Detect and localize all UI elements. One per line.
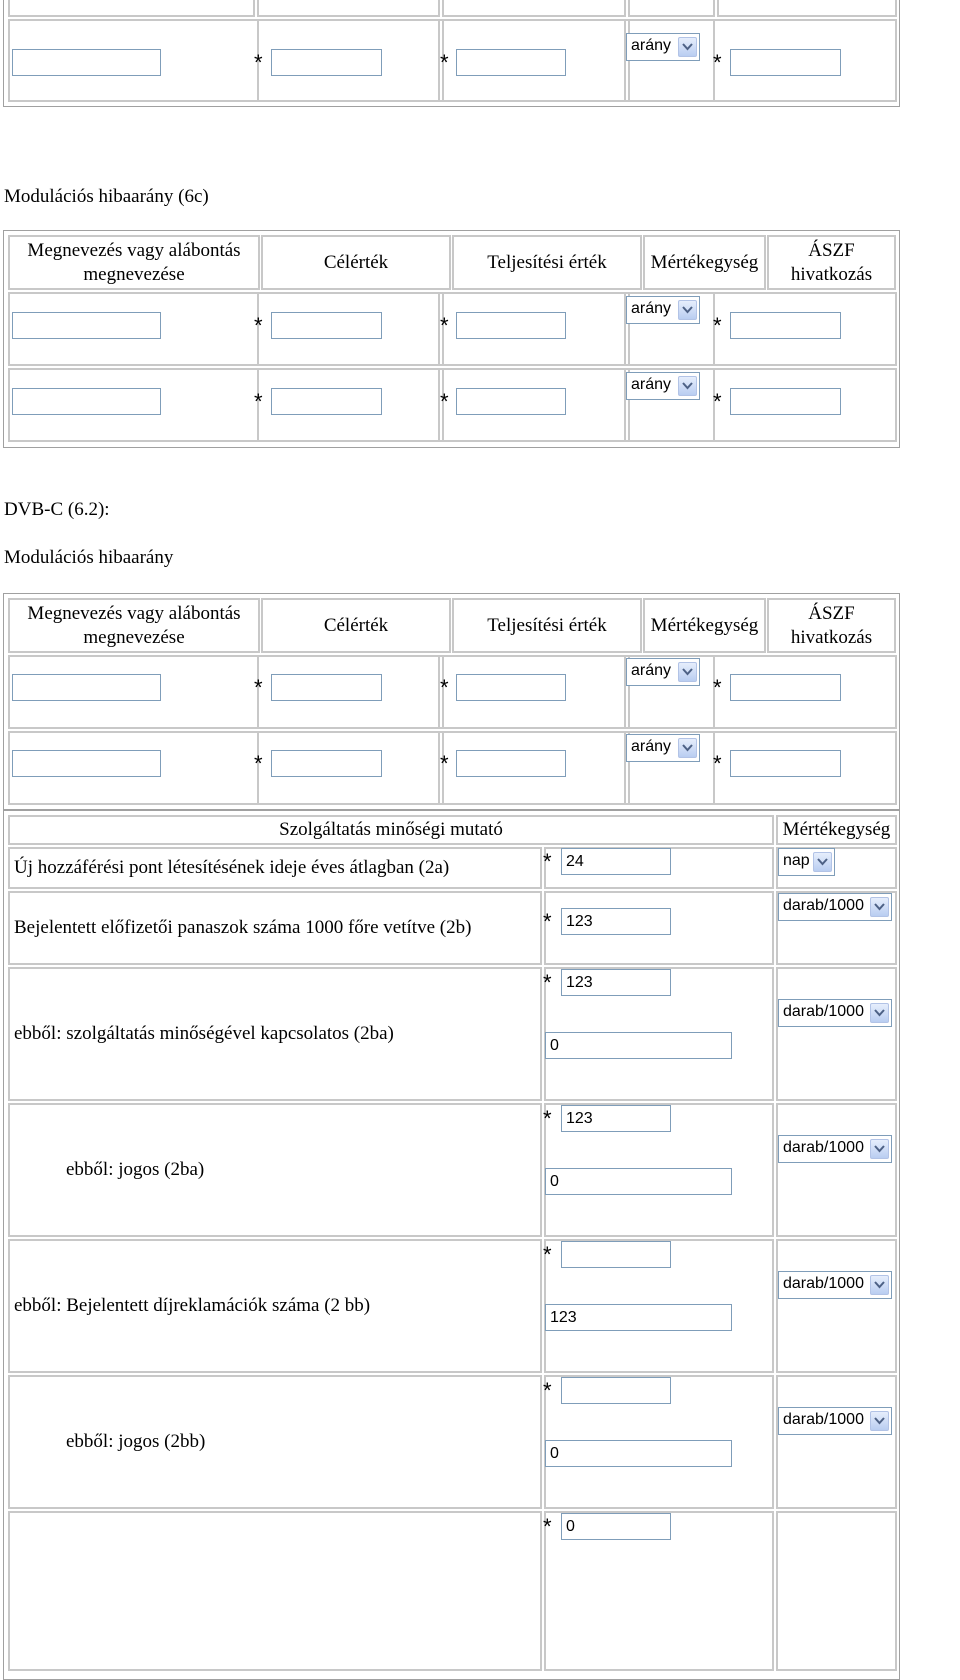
required-marker: *	[543, 909, 552, 934]
chevron-down-icon[interactable]	[870, 1003, 889, 1023]
performance-input[interactable]	[456, 750, 566, 777]
target-input[interactable]	[271, 388, 382, 415]
unit-select-value: darab/1000	[783, 1411, 864, 1428]
unit-select-jogos-2ba[interactable]	[778, 1135, 892, 1163]
table-cell	[8, 0, 255, 17]
chevron-down-icon[interactable]	[678, 300, 697, 320]
required-marker: *	[713, 675, 722, 700]
required-marker: *	[543, 849, 552, 874]
unit-cell	[776, 1511, 897, 1671]
indicator-label: ebből: Bejelentett díjreklamációk száma (2 bb)	[14, 1295, 371, 1316]
name-input[interactable]	[12, 750, 161, 777]
chevron-down-icon[interactable]	[870, 897, 889, 917]
chevron-down-icon[interactable]	[870, 1139, 889, 1159]
required-marker: *	[440, 313, 449, 338]
value-input-2ba[interactable]	[561, 969, 671, 996]
unit-select[interactable]	[626, 33, 700, 61]
table-dvbc	[3, 593, 900, 810]
table-cell	[717, 0, 897, 17]
unit-select-value: nap	[783, 852, 810, 869]
column-header-name: Megnevezés vagy alábontás megnevezése	[8, 598, 260, 653]
aszf-input[interactable]	[730, 49, 841, 76]
table-cell	[442, 0, 626, 17]
indicator-label-2bb	[8, 1239, 542, 1373]
required-marker: *	[543, 1378, 552, 1403]
column-header-aszf: ÁSZF hivatkozás	[767, 235, 896, 290]
column-header-unit: Mértékegység	[643, 598, 766, 653]
name-input[interactable]	[12, 312, 161, 339]
required-marker: *	[440, 751, 449, 776]
quality-table	[3, 810, 900, 1680]
required-marker: *	[254, 50, 263, 75]
column-header-indicator: Szolgáltatás minőségi mutató	[8, 815, 774, 845]
indicator-label-jogos-2bb	[8, 1375, 542, 1509]
required-marker: *	[543, 1106, 552, 1131]
unit-select[interactable]	[626, 734, 700, 762]
name-input[interactable]	[12, 388, 161, 415]
indicator-label-jogos-2ba	[8, 1103, 542, 1237]
chevron-down-icon[interactable]	[678, 662, 697, 682]
value-input-jogos-2bb[interactable]	[561, 1377, 671, 1404]
required-marker: *	[440, 675, 449, 700]
unit-select-value: arány	[631, 37, 672, 54]
chevron-down-icon[interactable]	[813, 852, 832, 872]
unit-select-jogos-2bb[interactable]	[778, 1407, 892, 1435]
section-title-dvbc: DVB-C (6.2):	[4, 499, 110, 520]
required-marker: *	[713, 751, 722, 776]
unit-select-value: arány	[631, 738, 672, 755]
unit-select-value: arány	[631, 662, 672, 679]
unit-select-2a[interactable]	[778, 848, 835, 876]
unit-select-value: darab/1000	[783, 1275, 864, 1292]
table-6c	[3, 230, 900, 448]
chevron-down-icon[interactable]	[870, 1275, 889, 1295]
required-marker: *	[543, 1514, 552, 1539]
target-input[interactable]	[271, 312, 382, 339]
indicator-label-2b	[8, 891, 542, 965]
table-cell	[628, 0, 715, 17]
section-subtitle-dvbc: Modulációs hibaarány	[4, 547, 174, 568]
required-marker: *	[440, 389, 449, 414]
indicator-label: ebből: jogos (2ba)	[66, 1159, 205, 1180]
indicator-label-2a	[8, 847, 542, 889]
secondary-input-jogos-2bb[interactable]	[545, 1440, 732, 1467]
aszf-input[interactable]	[730, 312, 841, 339]
target-input[interactable]	[271, 49, 382, 76]
column-header-unit: Mértékegység	[776, 815, 897, 845]
indicator-label: ebből: jogos (2bb)	[66, 1431, 206, 1452]
column-header-performance: Teljesítési érték	[452, 598, 642, 653]
indicator-label-2ba	[8, 967, 542, 1101]
unit-cell	[776, 1103, 897, 1237]
performance-input[interactable]	[456, 49, 566, 76]
unit-select-value: darab/1000	[783, 897, 864, 914]
value-input-2a[interactable]	[561, 848, 671, 875]
chevron-down-icon[interactable]	[870, 1411, 889, 1431]
indicator-label: Bejelentett előfizetői panaszok száma 1000 főre vetítve (2b)	[14, 917, 472, 938]
column-header-name: Megnevezés vagy alábontás megnevezése	[8, 235, 260, 290]
required-marker: *	[713, 389, 722, 414]
value-input-2bb[interactable]	[561, 1241, 671, 1268]
indicator-label: ebből: szolgáltatás minőségével kapcsolatos (2ba)	[14, 1023, 394, 1044]
unit-select-value: arány	[631, 376, 672, 393]
performance-input[interactable]	[456, 674, 566, 701]
column-header-target: Célérték	[261, 598, 451, 653]
secondary-input-jogos-2ba[interactable]	[545, 1168, 732, 1195]
target-input[interactable]	[271, 750, 382, 777]
unit-select-value: darab/1000	[783, 1139, 864, 1156]
unit-select-2bb[interactable]	[778, 1271, 892, 1299]
column-header-performance: Teljesítési érték	[452, 235, 642, 290]
required-marker: *	[543, 970, 552, 995]
performance-input[interactable]	[456, 388, 566, 415]
unit-select[interactable]	[626, 372, 700, 400]
unit-cell	[776, 967, 897, 1101]
unit-select-2ba[interactable]	[778, 999, 892, 1027]
required-marker: *	[254, 751, 263, 776]
secondary-input-2ba[interactable]	[545, 1032, 732, 1059]
value-input-2b[interactable]	[561, 908, 671, 935]
required-marker: *	[254, 675, 263, 700]
required-marker: *	[713, 50, 722, 75]
aszf-input[interactable]	[730, 388, 841, 415]
required-marker: *	[713, 313, 722, 338]
unit-select-2b[interactable]	[778, 893, 892, 921]
table-cell	[257, 0, 440, 17]
unit-select-value: arány	[631, 300, 672, 317]
column-header-aszf: ÁSZF hivatkozás	[767, 598, 896, 653]
unit-cell	[776, 1239, 897, 1373]
secondary-input-2bb[interactable]	[545, 1304, 732, 1331]
aszf-input[interactable]	[730, 750, 841, 777]
target-input[interactable]	[271, 674, 382, 701]
chevron-down-icon[interactable]	[678, 376, 697, 396]
indicator-label-cell	[8, 1511, 542, 1671]
required-marker: *	[543, 1242, 552, 1267]
unit-select[interactable]	[626, 296, 700, 324]
aszf-input[interactable]	[730, 674, 841, 701]
unit-select[interactable]	[626, 658, 700, 686]
chevron-down-icon[interactable]	[678, 37, 697, 57]
unit-select-value: darab/1000	[783, 1003, 864, 1020]
indicator-label: Új hozzáférési pont létesítésének ideje éves átlagban (2a)	[14, 857, 450, 878]
section-title-6c: Modulációs hibaarány (6c)	[4, 186, 209, 207]
chevron-down-icon[interactable]	[678, 738, 697, 758]
required-marker: *	[254, 389, 263, 414]
value-input-jogos-2ba[interactable]	[561, 1105, 671, 1132]
unit-cell	[776, 1375, 897, 1509]
required-marker: *	[440, 50, 449, 75]
column-header-target: Célérték	[261, 235, 451, 290]
name-input[interactable]	[12, 49, 161, 76]
required-marker: *	[254, 313, 263, 338]
column-header-unit: Mértékegység	[643, 235, 766, 290]
performance-input[interactable]	[456, 312, 566, 339]
name-input[interactable]	[12, 674, 161, 701]
value-input[interactable]	[561, 1513, 671, 1540]
